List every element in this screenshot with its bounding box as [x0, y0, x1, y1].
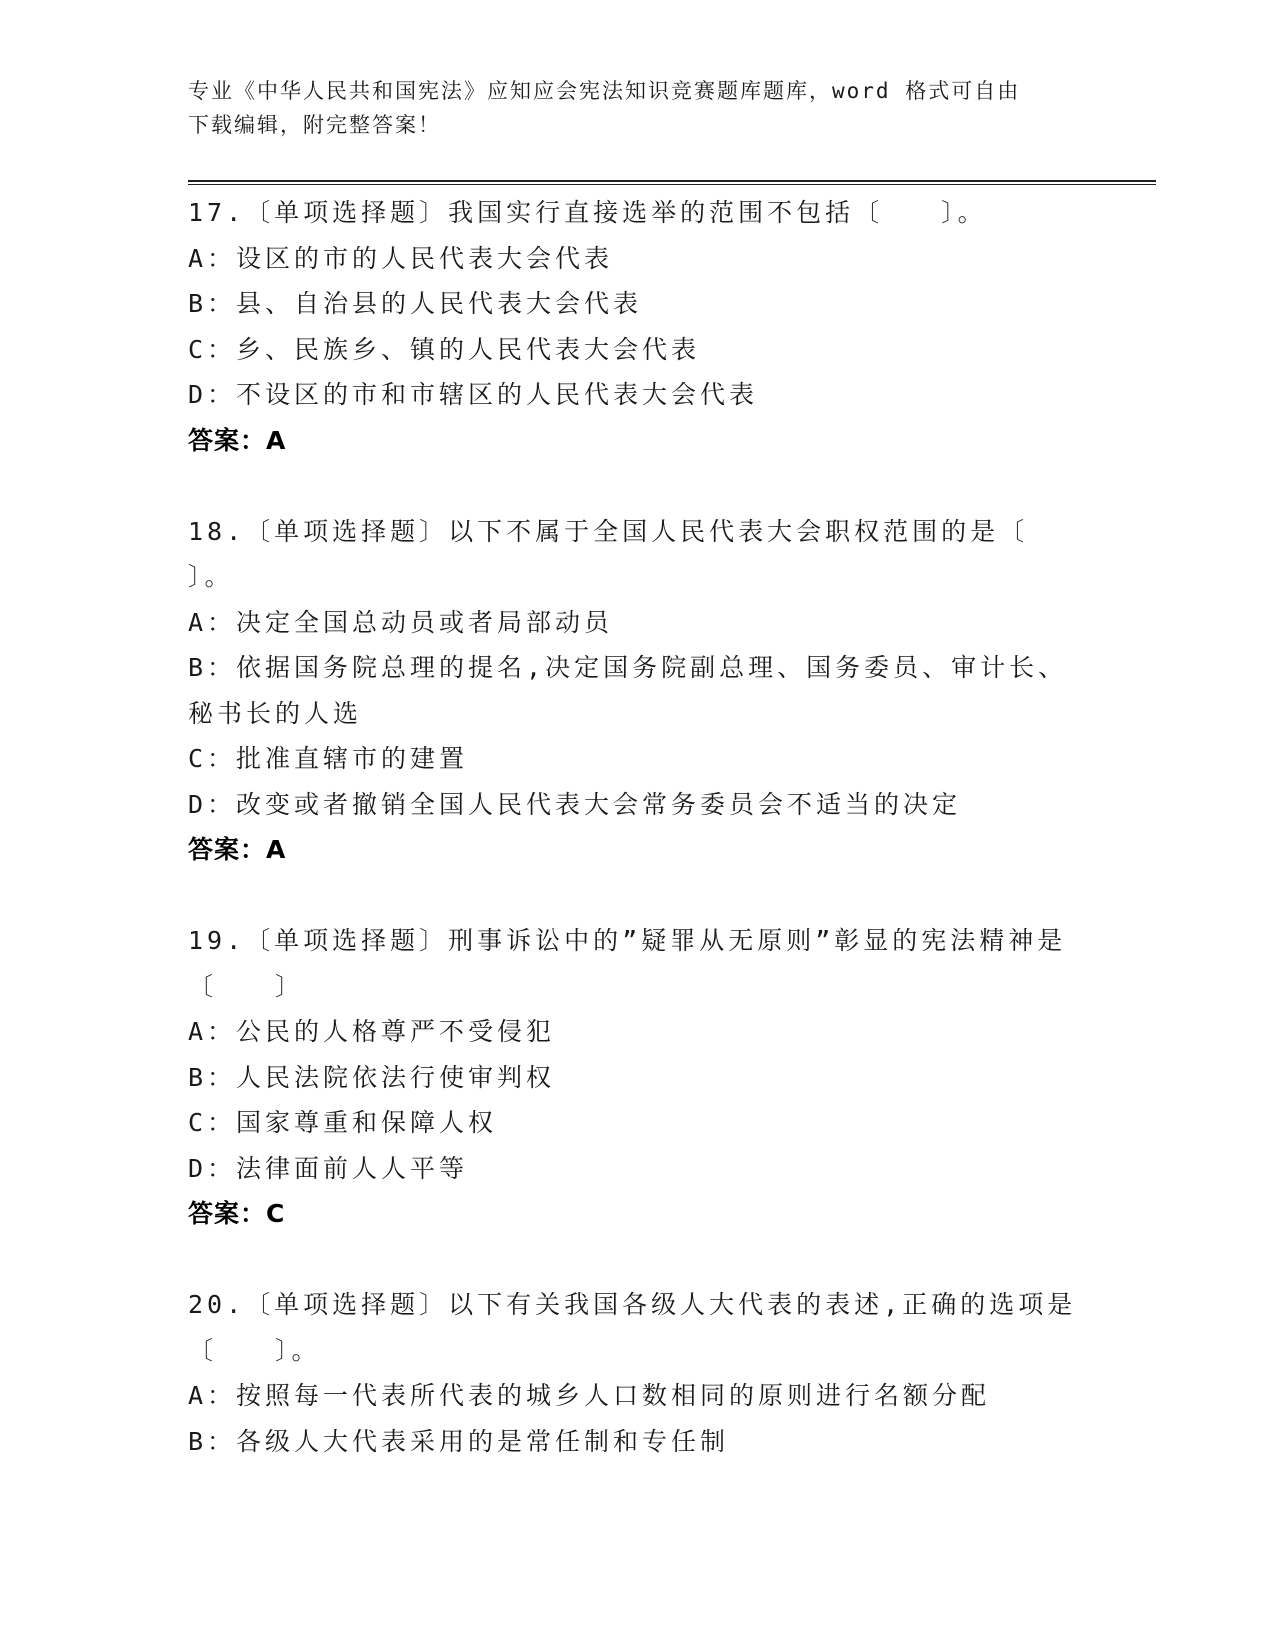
option-a: A：决定全国总动员或者局部动员	[188, 607, 614, 637]
answer-line: 答案：A	[188, 425, 287, 455]
option-b: B：依据国务院总理的提名,决定国务院副总理、国务委员、审计长、	[188, 653, 1068, 682]
spacer	[188, 1237, 1088, 1283]
question-stem: 20.〔单项选择题〕以下有关我国各级人大代表的表述,正确的选项是	[188, 1290, 1077, 1319]
option-a: A：公民的人格尊严不受侵犯	[188, 1017, 556, 1046]
option-c: C：批准直辖市的建置	[188, 744, 469, 773]
question-list	[188, 190, 1088, 1464]
spacer	[188, 873, 1088, 919]
question-stem: 17.〔单项选择题〕我国实行直接选举的范围不包括〔 〕。	[188, 198, 987, 227]
header-line-2: 下载编辑，附完整答案！	[188, 113, 441, 137]
option-b-continued: 秘书长的人选	[188, 698, 363, 728]
option-d: D：改变或者撤销全国人民代表大会常务委员会不适当的决定	[188, 789, 962, 819]
option-b: B：各级人大代表采用的是常任制和专任制	[188, 1426, 730, 1456]
option-a: A：设区的市的人民代表大会代表	[188, 243, 614, 273]
option-a: A：按照每一代表所代表的城乡人口数相同的原则进行名额分配	[188, 1381, 991, 1410]
option-b: B：县、自治县的人民代表大会代表	[188, 289, 643, 318]
question-stem-continued: 〔 〕。	[188, 1335, 321, 1365]
answer-line: 答案：A	[188, 835, 287, 864]
spacer	[188, 463, 1088, 509]
question-stem: 19.〔单项选择题〕刑事诉讼中的”疑罪从无原则”彰显的宪法精神是	[188, 926, 1067, 955]
question-stem-continued: 〔 〕	[188, 971, 305, 1001]
header-divider	[188, 180, 1156, 185]
question-19	[188, 918, 1088, 1237]
option-c: C：乡、民族乡、镇的人民代表大会代表	[188, 334, 701, 364]
question-stem-continued: 〕。	[188, 562, 234, 591]
question-stem: 18.〔单项选择题〕以下不属于全国人民代表大会职权范围的是〔	[188, 516, 1029, 546]
option-d: D：不设区的市和市辖区的人民代表大会代表	[188, 380, 759, 409]
option-d: D：法律面前人人平等	[188, 1153, 469, 1183]
question-20	[188, 1282, 1088, 1464]
header-line-1: 专业《中华人民共和国宪法》应知应会宪法知识竞赛题库题库，word 格式可自由	[188, 79, 1021, 103]
page-header	[188, 74, 1068, 142]
answer-line: 答案：C	[188, 1199, 286, 1228]
question-17	[188, 190, 1088, 463]
option-b: B：人民法院依法行使审判权	[188, 1062, 556, 1092]
question-18	[188, 509, 1088, 873]
option-c: C：国家尊重和保障人权	[188, 1108, 498, 1137]
